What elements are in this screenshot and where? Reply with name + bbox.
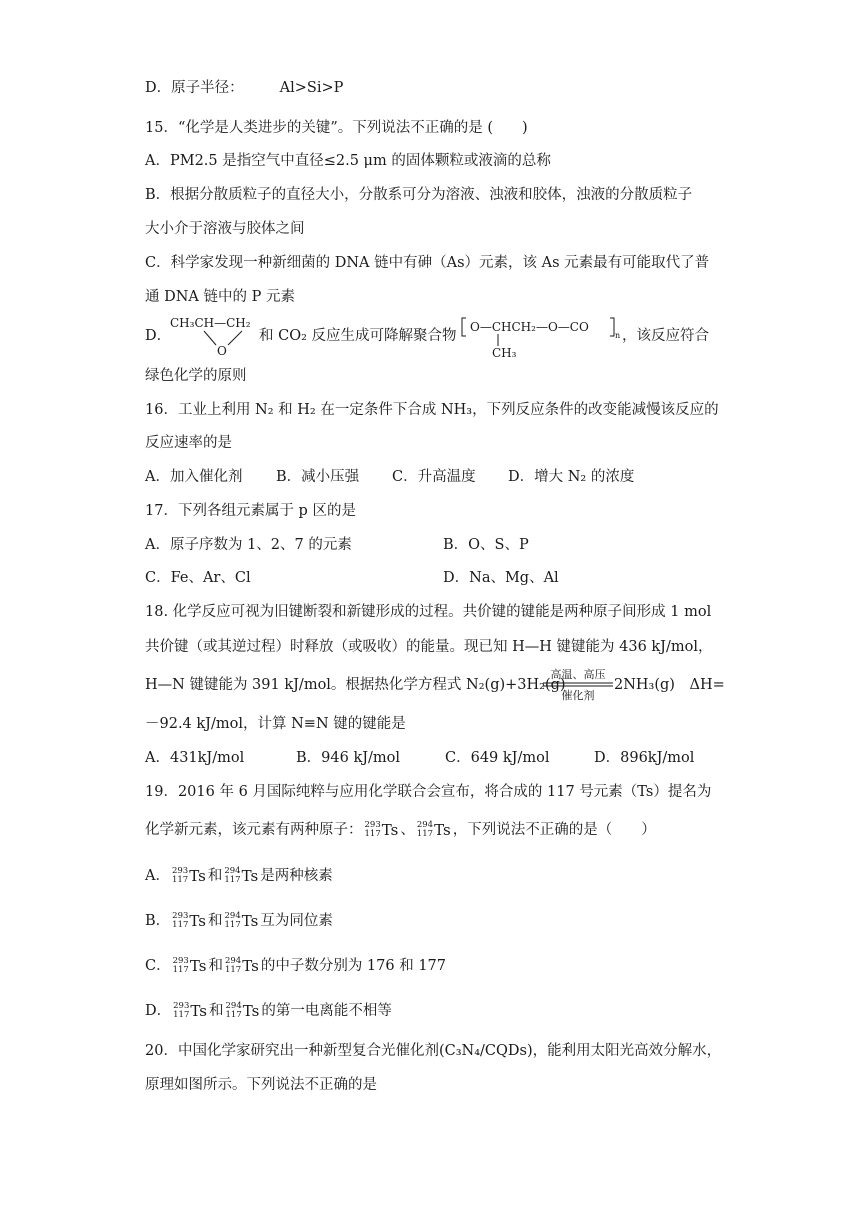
nuclide-ts-293: 293 117 Ts [172, 911, 207, 930]
q16-option-a: A．加入催化剂 [145, 469, 243, 485]
polymer-repeat-n: n [615, 331, 621, 340]
q19-option-b: B． 293 117 Ts 和 294 117 Ts 互为同位素 [145, 911, 333, 930]
q16-option-c: C．升高温度 [392, 469, 476, 485]
q15-stem: 15．“化学是人类进步的关键”。下列说法不正确的是 ( ) [145, 120, 528, 136]
q15-option-b-line2: 大小介于溶液与胶体之间 [145, 221, 305, 237]
q19-stem-line2-a: 化学新元素，该元素有两种原子： [145, 822, 363, 838]
q18-line1: 18. 化学反应可视为旧键断裂和新键形成的过程。共价键的键能是两种原子间形成 1 mol [145, 604, 712, 620]
equilibrium-arrow-icon [542, 681, 614, 689]
q19-stem-line1: 19．2016 年 6 月国际纯粹与应用化学联合会宣布，将合成的 117 号元素（Ts）提名为 [145, 784, 712, 800]
q20-line1: 20．中国化学家研究出一种新型复合光催化剂(C₃N₄/CQDs)，能利用太阳光高效分解水， [145, 1043, 722, 1059]
q17-option-b: B．O、S、P [443, 537, 529, 553]
q19-option-d: D． 293 117 Ts 和 294 117 Ts 的第一电离能不相等 [145, 1001, 392, 1020]
q15-option-d-label: D． [145, 328, 172, 344]
q19-option-a: A． 293 117 Ts 和 294 117 Ts 是两种核素 [145, 866, 333, 885]
nuclide-ts-294: 294 117 Ts [225, 1001, 260, 1020]
q15-option-c-line1: C．科学家发现一种新细菌的 DNA 链中有砷（As）元素，该 As 元素最有可能取代了普 [145, 255, 710, 271]
nuclide-ts-294: 294 117 Ts [224, 866, 259, 885]
q18-option-b: B．946 kJ/mol [296, 750, 401, 766]
q17-option-a: A．原子序数为 1、2、7 的元素 [145, 537, 352, 553]
q19-option-c: C． 293 117 Ts 和 294 117 Ts 的中子数分别为 176 和 177 [145, 956, 447, 975]
reaction-condition-arrow [542, 668, 614, 702]
q14-option-d-prefix: D．原子半径： [145, 80, 244, 96]
polymer-branch: CH₃ [492, 346, 517, 360]
nuclide-ts-294: 294 117 Ts [224, 911, 259, 930]
nuclide-ts-293: 293 117 Ts [364, 820, 399, 839]
nuclide-ts-293: 293 117 Ts [171, 866, 206, 885]
q16-stem-line1: 16．工业上利用 N₂ 和 H₂ 在一定条件下合成 NH₃，下列反应条件的改变能减慢该反应的 [145, 402, 719, 418]
q15-option-d-line2: 绿色化学的原则 [145, 368, 247, 384]
q16-stem-line2: 反应速率的是 [145, 435, 232, 451]
q17-stem: 17．下列各组元素属于 p 区的是 [145, 503, 356, 519]
epoxide-structure [168, 314, 260, 358]
reaction-condition-top: 高温、高压 [550, 668, 606, 681]
q18-option-d: D．896kJ/mol [594, 750, 695, 766]
q17-option-d: D．Na、Mg、Al [443, 570, 559, 586]
q20-line2: 原理如图所示。下列说法不正确的是 [145, 1077, 377, 1093]
polymer-main-chain: O—CHCH₂—O—CO [470, 320, 589, 334]
q19-stem-separator: 、 [400, 822, 415, 838]
epoxide-oxygen: O [217, 344, 227, 358]
q18-line3-b: 2NH₃(g) ΔH= [614, 677, 725, 693]
q18-option-c: C．649 kJ/mol [445, 750, 550, 766]
q15-option-a: A．PM2.5 是指空气中直径≤2.5 μm 的固体颗粒或液滴的总称 [145, 153, 551, 169]
nuclide-ts-294: 294 117 Ts [416, 820, 451, 839]
q15-option-b-line1: B．根据分散质粒子的直径大小，分散系可分为溶液、浊液和胶体，浊液的分散质粒子 [145, 187, 693, 203]
q15-option-d-end: ，该反应符合 [622, 328, 709, 344]
polymer-structure [458, 312, 622, 360]
q15-option-c-line2: 通 DNA 链中的 P 元素 [145, 289, 295, 305]
epoxide-formula: CH₃CH—CH₂ [170, 316, 251, 330]
q18-line2: 共价键（或其逆过程）时释放（或吸收）的能量。现已知 H—H 键键能为 436 kJ/mol， [145, 639, 713, 655]
q16-option-d: D．增大 N₂ 的浓度 [508, 469, 635, 485]
nuclide-ts-294: 294 117 Ts [224, 956, 259, 975]
q14-option-d [145, 78, 343, 98]
q16-option-b: B．减小压强 [276, 469, 360, 485]
nuclide-ts-293: 293 117 Ts [173, 1001, 207, 1020]
q18-option-a: A．431kJ/mol [145, 750, 245, 766]
reaction-condition-bottom: 催化剂 [561, 689, 595, 702]
nuclide-ts-293: 293 117 Ts [172, 956, 207, 975]
q17-option-c: C．Fe、Ar、Cl [145, 570, 251, 586]
q19-stem-line2-b: ，下列说法不正确的是（ ） [452, 822, 656, 838]
q18-line4: －92.4 kJ/mol，计算 N≡N 键的键能是 [145, 716, 406, 732]
q15-option-d-mid: 和 CO₂ 反应生成可降解聚合物 [259, 328, 457, 344]
q14-option-d-value: Al>Si>P [279, 80, 344, 96]
q18-line3-a: H—N 键键能为 391 kJ/mol。根据热化学方程式 N₂(g)+3H₂(g) [145, 677, 566, 693]
q19-stem-line2 [145, 820, 656, 840]
